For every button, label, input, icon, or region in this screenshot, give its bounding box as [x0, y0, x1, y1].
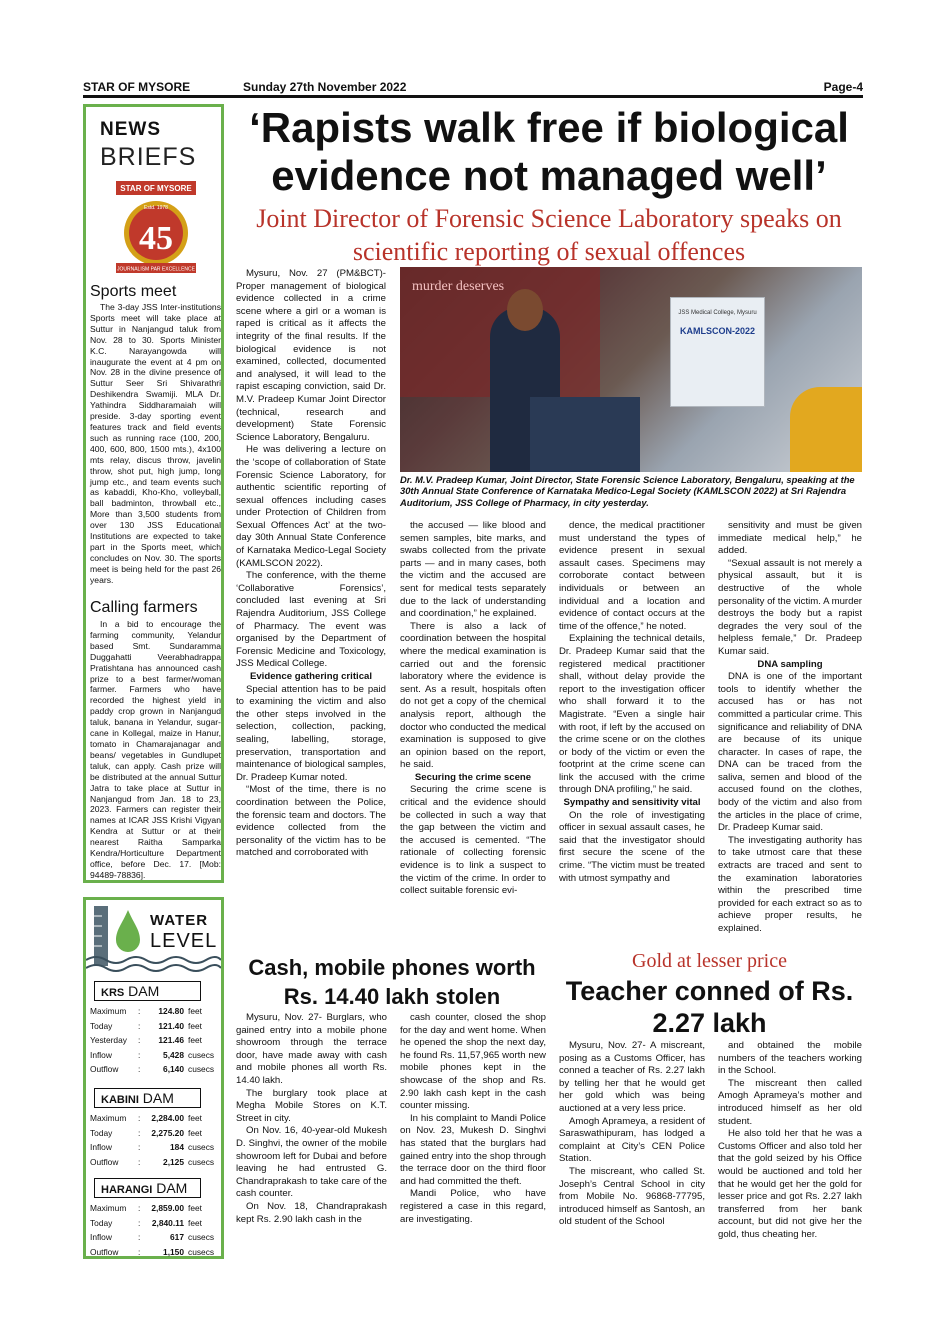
dam-cell: feet — [188, 1020, 202, 1031]
paragraph: Mandi Police, who have registered a case in this regard, are investigating. — [400, 1188, 546, 1225]
dam-row — [90, 1035, 222, 1050]
briefs-label: BRIEFS — [100, 143, 197, 171]
dam-cell: 617 — [170, 1232, 184, 1243]
issue-date: Sunday 27th November 2022 — [243, 80, 407, 94]
dam-cell: Today — [90, 1217, 113, 1228]
dam-cell: Inflow — [90, 1049, 112, 1060]
farmers-text: In a bid to encourage the farming community, Yelandur based Smt. Sundaramma Duggahatti Veerabhadrappa Pratishtana has announced cash prize to a best farmer/woman farmer. Farmers who have recorded the highest yield in paddy crop grown in Nanjangud taluk, banana in Yelandur, sugar-cane in Kollegal, maize in Hanur, tomato in Chamarajanagar and beans/ vegetables in Gundlupet taluk, can apply. Cash prize will be distributed at the annual Suttur Jatra to take place at Suttur in Nanjangud from Jan. 18 to 23, 2023. Farmers can register their names at ICAR JSS Krishi Vigyan Kendra at Suttur or at their nearest Raitha Samparka Kendra/Horticulture Department office, before Dec. 17. [Mob: 94489-78836]. — [90, 619, 221, 880]
dam-cell: cusecs — [188, 1142, 215, 1153]
dam-cell: : — [138, 1232, 141, 1243]
paragraph: Explaining the technical details, Dr. Pradeep Kumar said that the registered medical practitioner shall, without delay provide the report to the investigation officer who shall forward it to the Magistrate. “Even a single hair with root, if left by the accused on the crime scene or on the clothes or body of the victim or even the footprint at the crime scene can link the accused with the crime through DNA profiling,” he said. — [559, 633, 705, 796]
dam-cell: Outflow — [90, 1156, 119, 1167]
paragraph: Mysuru, Nov. 27- A miscreant, posing as a Customs Officer, has conned a teacher of Rs. 2.27 lakh by telling her that he would get her gold which was being auctioned at a very less price. — [559, 1040, 705, 1114]
dam-cell: : — [138, 1049, 141, 1060]
paper-name: STAR OF MYSORE — [83, 80, 191, 94]
page-header — [83, 80, 863, 98]
dam-cell: 121.46 — [158, 1035, 184, 1046]
paragraph: The miscreant, who called St. Joseph’s Central School in city from Mobile No. 96868-77795, introduced himself as Santosh, an old student of the School — [559, 1165, 705, 1228]
dam-cell: : — [138, 1142, 141, 1153]
dam-cell: cusecs — [188, 1064, 215, 1075]
dam-cell: : — [138, 1113, 141, 1123]
paragraph: The conference, with the theme ‘Collaborative Forensics’, concluded last evening at Sri Rajendra Auditorium, JSS College of Pharmacy. The event was organised by the Department of Forensic Medicine and Toxicology, JSS Medical College. — [236, 570, 386, 670]
dam-cell: 1,150 — [163, 1246, 184, 1257]
paragraph: Mysuru, Nov. 27- Burglars, who gained entry into a mobile phone showroom through the terrace door, have made away with cash and mobile phones all worth Rs. 14.40 lakh. — [236, 1012, 387, 1086]
anniversary-logo-icon — [112, 179, 200, 277]
level-title: LEVEL — [150, 930, 218, 952]
dam-row — [90, 1232, 222, 1247]
dam-cell: Maximum — [90, 1203, 127, 1213]
teacher-kicker: Gold at lesser price — [632, 950, 787, 972]
dam-cell: 2,859.00 — [151, 1203, 184, 1213]
dam-row — [90, 1113, 222, 1128]
dam-cell: Outflow — [90, 1064, 119, 1075]
dam-cell: Today — [90, 1127, 113, 1138]
main-column-2 — [400, 520, 546, 898]
paragraph: DNA is one of the important tools to identify whether the accused has or has not committed a particular crime. This significance and reliability of DNA are because of its unique character. In cases of rape, the DNA can be traced from the saliva, semen and blood of the accused found on the clothes, body of the victim and also from the articles in the place of crime, Dr. Pradeep Kumar said. — [718, 671, 862, 834]
dam-cell: Today — [90, 1020, 113, 1031]
dam-cell: cusecs — [188, 1232, 215, 1243]
paragraph: Amogh Aprameya, a resident of Saraswathipuram, has lodged a complaint at City’s CEN Police Station. — [559, 1115, 705, 1165]
krs-dam-title: KRS DAM — [94, 981, 201, 1001]
paragraph: In his complaint to Mandi Police on Nov. 23, Mukesh D. Singhvi has stated that the burglars had gained entry into the shop through the terrace door on the third floor and had committed the theft. — [400, 1112, 546, 1187]
dam-cell: : — [138, 1006, 141, 1016]
dam-cell: cusecs — [188, 1246, 215, 1257]
paragraph: The investigating authority has to take utmost care that these extracts are traced and sent to the examination laboratories within the prescribed time provided for each extract so as to achieve proper results, he explained. — [718, 834, 862, 934]
farmers-heading: Calling farmers — [90, 599, 198, 616]
paragraph: On Nov. 16, 40-year-old Mukesh D. Singhvi, the owner of the mobile showroom left for Dubai and before leaving he had entrusted G. Chandraprakash to take care of the cash counter. — [236, 1125, 387, 1200]
dam-row — [90, 1218, 222, 1233]
theft-headline: Cash, mobile phones worth Rs. 14.40 lakh stolen — [248, 955, 536, 1009]
subheading: Evidence gathering critical — [249, 671, 373, 682]
page-number: Page-4 — [823, 80, 863, 94]
paragraph: “Most of the time, there is no coordination between the Police, the forensic team and doctors. The evidence collected from the personality of the victim has to be matched and corroborated with — [236, 784, 386, 859]
dam-cell: Inflow — [90, 1142, 112, 1153]
news-label: NEWS — [100, 119, 161, 140]
harangi-dam-title: HARANGI DAM — [94, 1178, 201, 1198]
photo-caption: Dr. M.V. Pradeep Kumar, Joint Director, State Forensic Science Laboratory, Bengaluru, speaking at the 30th Annual State Conference of Karnataka Medico-Legal Society (KAMLSCON 2022) at Sri Rajendra Auditorium, JSS College of Pharmacy, in city yesterday. — [400, 474, 855, 508]
dam-cell: 184 — [170, 1142, 184, 1153]
subheading: DNA sampling — [757, 658, 823, 670]
theft-column-2 — [400, 1012, 546, 1226]
teacher-headline: Teacher conned of Rs. 2.27 lakh — [565, 976, 854, 1038]
theft-column-1 — [236, 1012, 387, 1226]
paragraph: There is also a lack of coordination between the hospital where the medical examination is carried out and the forensic laboratory where the evidence is sent. As a result, hospitals often do not get a copy of the chemical analysis report, although the doctor who conducted the medical examination is supposed to give an opinion based on the report, he said. — [400, 620, 546, 771]
dam-row — [90, 1203, 222, 1218]
subheading: Securing the crime scene — [414, 771, 532, 783]
paragraph: The burglary took place at Megha Mobile Stores on K.T. Street in city. — [236, 1087, 387, 1124]
dam-cell: feet — [188, 1035, 202, 1046]
dam-cell: cusecs — [188, 1049, 215, 1060]
harangi-dam-table — [90, 1203, 222, 1261]
dam-cell: : — [138, 1156, 141, 1167]
dam-cell: : — [138, 1246, 141, 1257]
paragraph: “Sexual assault is not merely a physical assault, but it is destructive of the whole personality of the victim. A murder destroys the body but a rapist degrades the very soul of the helpless female,” Dr. Pradeep Kumar said. — [718, 557, 862, 657]
paragraph: the accused — like blood and semen samples, bite marks, and swabs collected from the private parts — and in many cases, both the victim and the accused are sent for medical tests separately due to the lack of understanding and coordination,” he explained. — [400, 520, 546, 620]
dam-cell: : — [138, 1035, 141, 1046]
dam-cell: 121.40 — [158, 1020, 184, 1031]
dam-row — [90, 1128, 222, 1143]
dam-cell: feet — [188, 1006, 202, 1016]
krs-dam-table — [90, 1006, 222, 1079]
dam-cell: 6,140 — [163, 1064, 184, 1075]
main-column-1 — [236, 268, 386, 860]
dam-cell: feet — [188, 1203, 202, 1213]
dam-row — [90, 1021, 222, 1036]
svg-text:45: 45 — [139, 220, 173, 257]
subheading: Sympathy and sensitivity vital — [563, 797, 701, 809]
dam-cell: 2,284.00 — [151, 1113, 184, 1123]
svg-text:Estd. 1978: Estd. 1978 — [144, 205, 168, 211]
paragraph: and obtained the mobile numbers of the teachers working in the School. — [718, 1040, 862, 1077]
dam-cell: Maximum — [90, 1113, 127, 1123]
main-headline: ‘Rapists walk free if biological evidence not managed well’ — [249, 104, 849, 199]
kabini-dam-table — [90, 1113, 222, 1171]
dam-cell: Maximum — [90, 1006, 127, 1016]
paragraph: He was delivering a lecture on the ‘scope of collaboration of State Forensic Science Laboratory, for authentic scientific reporting of sexual offences including cases under Protection of Children from Sexual Offences Act’ at the two-day 30th Annual State Conference of Karnataka Medico-Legal Society (KAMLSCON 2022). — [236, 444, 386, 569]
paragraph: He also told her that he was a Customs Officer and also told her that the gold seized by his Office would be auctioned and told her that he would get her the gold for lesser price and got Rs. 2.27 lakh transferred from her bank account, but did not give her the gold, thus cheating her. — [718, 1128, 862, 1240]
teacher-column-2 — [718, 1040, 862, 1242]
dam-row — [90, 1247, 222, 1262]
dam-row — [90, 1064, 222, 1079]
kabini-dam-title: KABINI DAM — [94, 1088, 201, 1108]
water-level-box — [83, 897, 224, 1259]
dam-cell: feet — [188, 1127, 202, 1138]
paragraph: On the role of investigating officer in sexual assault cases, he said that the investigator should first secure the scene of the crime. “The victim must be treated with utmost sympathy and — [559, 809, 705, 884]
dam-cell: : — [138, 1020, 141, 1031]
speaker-photo: murder deserves JSS Medical College, Mysuru KAMLSCON-2022 — [400, 267, 862, 472]
paragraph: Securing the crime scene is critical and the evidence should be collected in such a way that the gap between the victim and the accused is cemented. “The rationale of collecting forensic evidence is to link a suspect to the victim of the crime. In order to collect suitable forensic evi- — [400, 784, 546, 897]
dam-cell: 2,840.11 — [151, 1217, 184, 1228]
dam-row — [90, 1142, 222, 1157]
dam-row — [90, 1006, 222, 1021]
dam-cell: 124.80 — [158, 1006, 184, 1016]
dam-row — [90, 1157, 222, 1172]
dam-cell: : — [138, 1217, 141, 1228]
sports-text: The 3-day JSS Inter-institutions Sports meet will take place at Suttur in Nanjangud taluk from Nov. 28 to 30. Sports Minister K.C. Narayangowda will inaugurate the event at 4 pm on Nov. 28 in the divine presence of Suttur Seer Sri Shivarathri Deshikendra Swamiji. MLA Dr. Yathindra Siddharamaiah will preside. 3-day sporting event features track and field events such as running race (100, 200, 400, 600, 800, 1500 mts.), 4x100 mts relay, discus throw, javelin throw, shot put, high jump, long jump etc., and team events such as kabaddi, Kho-Kho, volleyball, ball badminton, throwball etc., More than 3,500 students from over 130 JSS Educational Institutions are expected to take part in the Sports meet, which concludes on Nov. 30. The sports meet is being held for the past 26 years. — [90, 302, 221, 585]
svg-text:STAR OF MYSORE: STAR OF MYSORE — [120, 184, 192, 193]
main-column-4 — [718, 520, 862, 936]
dam-cell: 5,428 — [163, 1049, 184, 1060]
paragraph: dence, the medical practitioner must understand the types of evidence present in sexual assault cases. Specimens may corroborate contact between individuals or between an individual and a location and evidence of contact occurs at the time of the offence,” he noted. — [559, 520, 705, 632]
paragraph: The miscreant then called Amogh Aprameya’s mother and introduced himself as her old student. — [718, 1077, 862, 1127]
dam-cell: Outflow — [90, 1246, 119, 1257]
dam-row — [90, 1050, 222, 1065]
svg-text:JOURNALISM PAR EXCELLENCE: JOURNALISM PAR EXCELLENCE — [117, 266, 195, 273]
paragraph: cash counter, closed the shop for the day and went home. When he opened the shop the next day, he found Rs. 11,57,965 worth new mobile phones kept in the showcase of the shop and Rs. 2.90 lakh cash kept in the cash counter missing. — [400, 1012, 546, 1112]
water-title: WATER — [150, 912, 209, 929]
dam-cell: feet — [188, 1217, 202, 1228]
news-briefs-box — [83, 104, 224, 883]
paragraph: Mysuru, Nov. 27 (PM&BCT)- Proper management of biological evidence collected in a crime scene where a girl or a woman is raped is critical as it affects the integrity of the final results. If the biological evidence is not examined, collected, documented and analysed, it will lead to the rapist escaping conviction, said Dr. M.V. Pradeep Kumar Joint Director (technical, research and development) State Forensic Science Laboratory, Bengaluru. — [236, 268, 386, 443]
dam-cell: : — [138, 1064, 141, 1075]
dam-cell: Inflow — [90, 1232, 112, 1243]
dam-cell: : — [138, 1203, 141, 1213]
paragraph: Special attention has to be paid to examining the victim and also the other steps involved in the selection, collection, packing, sealing, labelling, storage, preservation, transportation and maintenance of biological samples, Dr. Pradeep Kumar noted. — [236, 683, 386, 783]
dam-cell: 2,125 — [163, 1156, 184, 1167]
dam-cell: feet — [188, 1113, 202, 1123]
teacher-column-1 — [559, 1040, 705, 1229]
dam-cell: cusecs — [188, 1156, 215, 1167]
sports-heading: Sports meet — [90, 283, 177, 300]
main-column-3 — [559, 520, 705, 885]
paragraph: sensitivity and must be given immediate medical help,” he added. — [718, 520, 862, 557]
paragraph: On Nov. 18, Chandraprakash kept Rs. 2.90 lakh cash in the — [236, 1200, 387, 1225]
dam-cell: 2,275.20 — [151, 1127, 184, 1138]
dam-cell: : — [138, 1127, 141, 1138]
main-subheadline: Joint Director of Forensic Science Laboratory speaks on scientific reporting of sexual offences — [256, 204, 842, 266]
dam-cell: Yesterday — [90, 1035, 127, 1046]
